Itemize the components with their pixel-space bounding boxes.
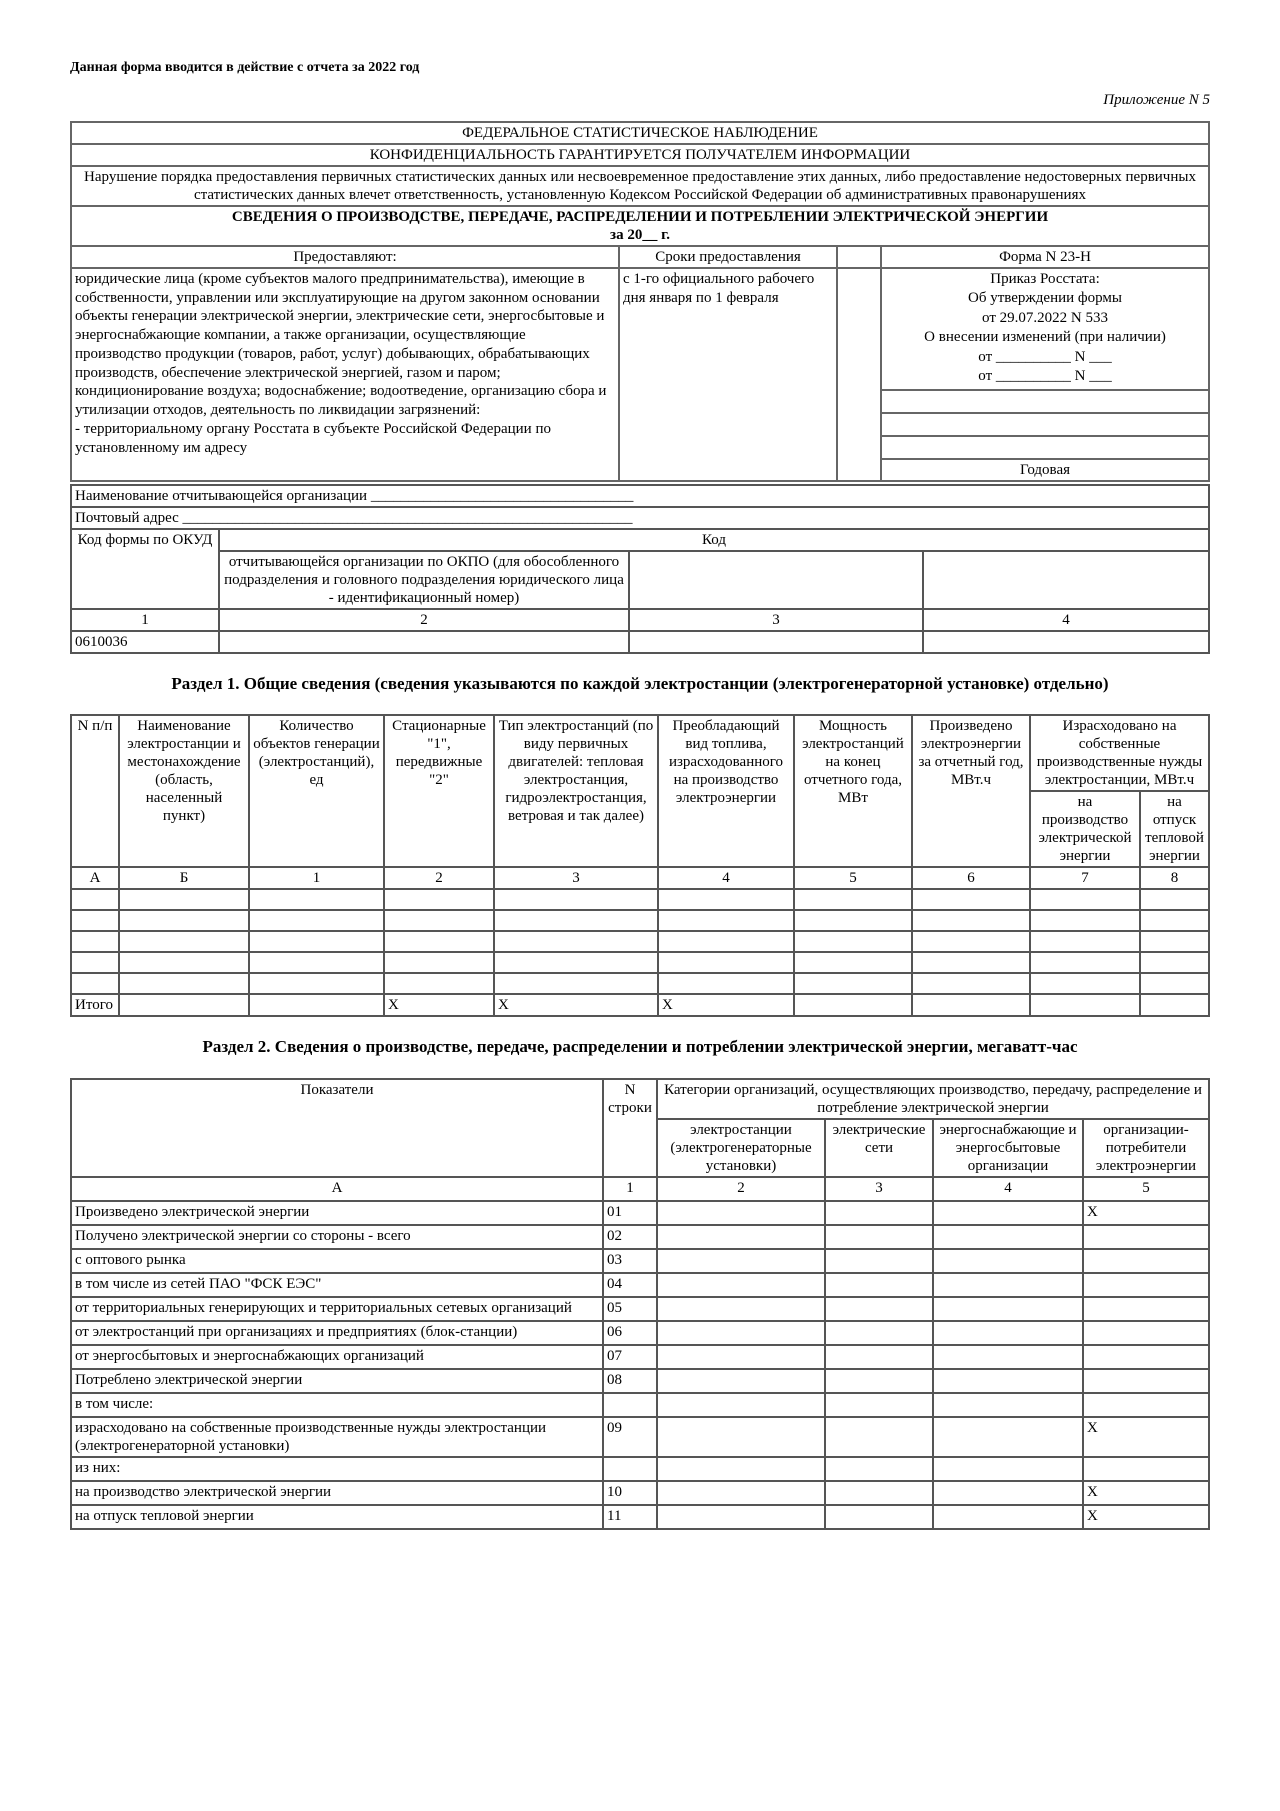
table-row [71, 1457, 1209, 1481]
s2-value-cell[interactable] [933, 1297, 1083, 1321]
s2-row-label: на производство электрической энергии [71, 1481, 603, 1505]
s2-row-number: 02 [603, 1225, 657, 1249]
col-number: 1 [71, 609, 219, 631]
s1-col-code: А [71, 867, 119, 889]
table-row [71, 1345, 1209, 1369]
s1-header: Количество объектов генерации (электростанций), ед [249, 715, 384, 867]
table-row [71, 1249, 1209, 1273]
s2-row-label: в том числе из сетей ПАО "ФСК ЕЭС" [71, 1273, 603, 1297]
s2-row-label: от энергосбытовых и энергоснабжающих организаций [71, 1345, 603, 1369]
s2-col-code: 2 [657, 1177, 825, 1201]
s1-col-code: 3 [494, 867, 658, 889]
s1-col-code: 4 [658, 867, 794, 889]
form-period: за 20__ г. [610, 226, 670, 243]
section1-title: Раздел 1. Общие сведения (сведения указываются по каждой электростанции (электрогенераторной установке) отдельно) [171, 673, 1109, 693]
s1-col-code: Б [119, 867, 249, 889]
s2-row-number: 03 [603, 1249, 657, 1273]
total-row [71, 994, 1209, 1016]
s2-header-col: энергоснабжающие и энергосбытовые организации [933, 1119, 1083, 1177]
s2-value-cell[interactable] [825, 1273, 933, 1297]
s2-value-cell[interactable] [657, 1297, 825, 1321]
blank-cell [881, 390, 1209, 413]
table-row [71, 931, 1209, 952]
okud-label: Код формы по ОКУД [71, 529, 219, 609]
org-name-field[interactable]: Наименование отчитывающейся организации ___________________________________ [71, 485, 1209, 507]
s2-header-line: N строки [603, 1079, 657, 1177]
s2-value-cell[interactable] [825, 1345, 933, 1369]
table-row [71, 952, 1209, 973]
confidentiality-note: КОНФИДЕНЦИАЛЬНОСТЬ ГАРАНТИРУЕТСЯ ПОЛУЧАТЕЛЕМ ИНФОРМАЦИИ [71, 144, 1209, 166]
x-mark: X [494, 994, 658, 1016]
effective-note: Данная форма вводится в действие с отчета за 2022 год [70, 60, 420, 75]
s2-col-code: А [71, 1177, 603, 1201]
deadlines-label: Сроки предоставления [619, 246, 837, 268]
provided-by-text-2: - территориальному органу Росстата в субъекте Российской Федерации по установленному им адресу [75, 420, 551, 456]
provided-by-text [71, 268, 619, 481]
s2-row-label: из них: [71, 1457, 603, 1481]
table-row [71, 1321, 1209, 1345]
blank-cell [837, 268, 881, 481]
s2-value-cell[interactable] [657, 1369, 825, 1393]
order-line: от __________ N ___ [978, 368, 1112, 385]
s2-value-cell[interactable] [657, 1481, 825, 1505]
s2-row-number: 08 [603, 1369, 657, 1393]
s1-subheader: на отпуск тепловой энергии [1140, 791, 1209, 867]
s2-row-number: 01 [603, 1201, 657, 1225]
okpo-label: отчитывающейся организации по ОКПО (для обособленного подразделения и головного подразделения юридического лица - идентификационный номер) [219, 551, 629, 609]
section1-table [70, 714, 1210, 1017]
s2-value-cell [1083, 1297, 1209, 1321]
code-input[interactable] [629, 631, 923, 653]
s2-value-cell[interactable] [933, 1201, 1083, 1225]
order-line: О внесении изменений (при наличии) [924, 329, 1166, 346]
okud-value: 0610036 [71, 631, 219, 653]
s2-value-cell[interactable] [933, 1345, 1083, 1369]
blank-cell [881, 436, 1209, 459]
form-title [71, 206, 1209, 246]
order-line: от __________ N ___ [978, 348, 1112, 365]
s2-row-number [603, 1393, 657, 1417]
table-row [71, 1481, 1209, 1505]
table-row [71, 910, 1209, 931]
order-line: Об утверждении формы [968, 290, 1122, 307]
s2-header-col: организации-потребители электроэнергии [1083, 1119, 1209, 1177]
s2-value-cell [1083, 1345, 1209, 1369]
table-row [71, 1297, 1209, 1321]
order-line: Приказ Росстата: [990, 270, 1100, 287]
s2-value-cell[interactable] [657, 1201, 825, 1225]
s2-row-label: от электростанций при организациях и предприятиях (блок-станции) [71, 1321, 603, 1345]
s2-row-number: 09 [603, 1417, 657, 1457]
postal-address-field[interactable]: Почтовый адрес ____________________________________________________________ [71, 507, 1209, 529]
s2-row-label: на отпуск тепловой энергии [71, 1505, 603, 1529]
table-row [71, 1201, 1209, 1225]
s2-row-number: 11 [603, 1505, 657, 1529]
s1-header: Стационарные "1", передвижные "2" [384, 715, 494, 867]
s2-value-cell[interactable] [825, 1457, 933, 1481]
s1-header: Произведено электроэнергии за отчетный год, МВт.ч [912, 715, 1030, 867]
s1-col-code: 5 [794, 867, 912, 889]
s2-col-code: 4 [933, 1177, 1083, 1201]
table-row [71, 1369, 1209, 1393]
blank-cell [837, 246, 881, 268]
s1-col-code: 1 [249, 867, 384, 889]
s2-col-code: 1 [603, 1177, 657, 1201]
s2-value-cell [1083, 1457, 1209, 1481]
s2-row-label: израсходовано на собственные производственные нужды электростанции (электрогенераторной установки) [71, 1417, 603, 1457]
s2-value-cell: X [1083, 1201, 1209, 1225]
table-row [71, 1393, 1209, 1417]
s2-value-cell [1083, 1369, 1209, 1393]
s1-col-code: 7 [1030, 867, 1140, 889]
order-info [881, 268, 1209, 390]
table-row [71, 1273, 1209, 1297]
table-row [71, 1225, 1209, 1249]
s1-col-code: 8 [1140, 867, 1209, 889]
s1-header: Израсходовано на собственные производственные нужды электростанции, МВт.ч [1030, 715, 1209, 791]
code-input[interactable] [923, 631, 1209, 653]
s2-value-cell[interactable] [825, 1481, 933, 1505]
s2-value-cell[interactable] [933, 1505, 1083, 1529]
s2-header-indicators: Показатели [71, 1079, 603, 1177]
s2-value-cell[interactable] [825, 1201, 933, 1225]
s2-value-cell[interactable] [933, 1417, 1083, 1457]
s2-value-cell[interactable] [657, 1393, 825, 1417]
blank-cell [629, 551, 923, 609]
s2-row-number: 10 [603, 1481, 657, 1505]
s2-row-label: Получено электрической энергии со стороны - всего [71, 1225, 603, 1249]
s1-subheader: на производство электрической энергии [1030, 791, 1140, 867]
s1-header: Тип электростанций (по виду первичных двигателей: тепловая электростанция, гидроэлектростанция, ветровая и так далее) [494, 715, 658, 867]
table-row [71, 1505, 1209, 1529]
s2-value-cell[interactable] [933, 1393, 1083, 1417]
col-number: 3 [629, 609, 923, 631]
table-row [71, 1417, 1209, 1457]
col-number: 2 [219, 609, 629, 631]
provided-by-label: Предоставляют: [71, 246, 619, 268]
s2-row-label: Потреблено электрической энергии [71, 1369, 603, 1393]
s2-row-number [603, 1457, 657, 1481]
s2-value-cell: X [1083, 1505, 1209, 1529]
s2-value-cell: X [1083, 1417, 1209, 1457]
s2-value-cell[interactable] [825, 1297, 933, 1321]
s2-value-cell[interactable] [933, 1321, 1083, 1345]
s2-value-cell[interactable] [825, 1505, 933, 1529]
total-label: Итого [71, 994, 119, 1016]
s2-value-cell[interactable] [657, 1225, 825, 1249]
s1-header: Мощность электростанций на конец отчетного года, МВт [794, 715, 912, 867]
s2-value-cell [1083, 1249, 1209, 1273]
org-table [70, 484, 1210, 654]
form-title-text: СВЕДЕНИЯ О ПРОИЗВОДСТВЕ, ПЕРЕДАЧЕ, РАСПРЕДЕЛЕНИИ И ПОТРЕБЛЕНИИ ЭЛЕКТРИЧЕСКОЙ ЭНЕРГИИ [231, 208, 1049, 225]
s2-value-cell[interactable] [933, 1273, 1083, 1297]
s2-value-cell[interactable] [657, 1417, 825, 1457]
s2-header-col: электрические сети [825, 1119, 933, 1177]
s2-value-cell[interactable] [657, 1457, 825, 1481]
s2-value-cell [1083, 1273, 1209, 1297]
section2-title: Раздел 2. Сведения о производстве, передаче, распределении и потреблении электрической энергии, мегаватт-час [202, 1037, 1078, 1057]
s2-value-cell[interactable] [825, 1249, 933, 1273]
s2-row-number: 04 [603, 1273, 657, 1297]
s2-value-cell[interactable] [825, 1321, 933, 1345]
x-mark: X [658, 994, 794, 1016]
s2-col-code: 5 [1083, 1177, 1209, 1201]
s2-row-label: Произведено электрической энергии [71, 1201, 603, 1225]
section2-table [70, 1078, 1210, 1530]
okpo-input[interactable] [219, 631, 629, 653]
provided-by-text-1: юридические лица (кроме субъектов малого предпринимательства), имеющие в собственности, управлении или эксплуатирующие на другом законном основании объекты генерации электрической энергии, электрические сети, энергосбытовые и энергоснабжающие компании, а также организации, осуществляющие производство продукции (товаров, работ, услуг) добывающих, обрабатывающих производств, обеспечение электрической энергией, газом и паром; кондиционирование воздуха; водоснабжение; водоотведение, организацию сбора и утилизации отходов, деятельность по ликвидации загрязнений: [75, 270, 607, 419]
s2-value-cell[interactable] [933, 1481, 1083, 1505]
s2-value-cell[interactable] [933, 1369, 1083, 1393]
s2-row-label: от территориальных генерирующих и территориальных сетевых организаций [71, 1297, 603, 1321]
s2-value-cell[interactable] [657, 1249, 825, 1273]
s1-col-code: 2 [384, 867, 494, 889]
periodicity: Годовая [881, 459, 1209, 481]
deadline-text: с 1-го официального рабочего дня января по 1 февраля [619, 268, 837, 481]
s2-row-number: 06 [603, 1321, 657, 1345]
federal-observation: ФЕДЕРАЛЬНОЕ СТАТИСТИЧЕСКОЕ НАБЛЮДЕНИЕ [71, 122, 1209, 144]
s1-header: Наименование электростанции и местонахождение (область, населенный пункт) [119, 715, 249, 867]
s2-value-cell[interactable] [933, 1457, 1083, 1481]
blank-cell [923, 551, 1209, 609]
s2-value-cell: X [1083, 1481, 1209, 1505]
form-number: Форма N 23-Н [881, 246, 1209, 268]
table-row [71, 889, 1209, 910]
s2-value-cell[interactable] [657, 1345, 825, 1369]
s2-header-categories: Категории организаций, осуществляющих производство, передачу, распределение и потребление электрической энергии [657, 1079, 1209, 1119]
s2-value-cell[interactable] [657, 1273, 825, 1297]
s2-row-label: с оптового рынка [71, 1249, 603, 1273]
blank-cell [881, 413, 1209, 436]
s2-value-cell [1083, 1321, 1209, 1345]
s2-row-number: 07 [603, 1345, 657, 1369]
s2-value-cell[interactable] [657, 1505, 825, 1529]
order-line: от 29.07.2022 N 533 [982, 309, 1108, 326]
s2-value-cell[interactable] [825, 1369, 933, 1393]
s2-row-label: в том числе: [71, 1393, 603, 1417]
col-number: 4 [923, 609, 1209, 631]
s2-value-cell[interactable] [825, 1393, 933, 1417]
s2-value-cell [1083, 1225, 1209, 1249]
s2-col-code: 3 [825, 1177, 933, 1201]
s2-value-cell[interactable] [825, 1225, 933, 1249]
s2-value-cell[interactable] [933, 1225, 1083, 1249]
s2-header-col: электростанции (электрогенераторные установки) [657, 1119, 825, 1177]
s2-row-number: 05 [603, 1297, 657, 1321]
x-mark: X [384, 994, 494, 1016]
s2-value-cell [1083, 1393, 1209, 1417]
liability-warning: Нарушение порядка предоставления первичных статистических данных или несвоевременное предоставление этих данных, либо предоставление недостоверных первичных статистических данных влечет ответственность, установленную Кодексом Российской Федерации об административных правонарушениях [71, 166, 1209, 206]
table-row [71, 973, 1209, 994]
appendix-label: Приложение N 5 [1103, 91, 1210, 108]
s2-value-cell[interactable] [933, 1249, 1083, 1273]
s1-header: N п/п [71, 715, 119, 867]
header-table [70, 121, 1210, 482]
s2-value-cell[interactable] [657, 1321, 825, 1345]
code-label: Код [219, 529, 1209, 551]
s1-header: Преобладающий вид топлива, израсходованного на производство электроэнергии [658, 715, 794, 867]
s2-value-cell[interactable] [825, 1417, 933, 1457]
s1-col-code: 6 [912, 867, 1030, 889]
form-page [70, 60, 1210, 1530]
